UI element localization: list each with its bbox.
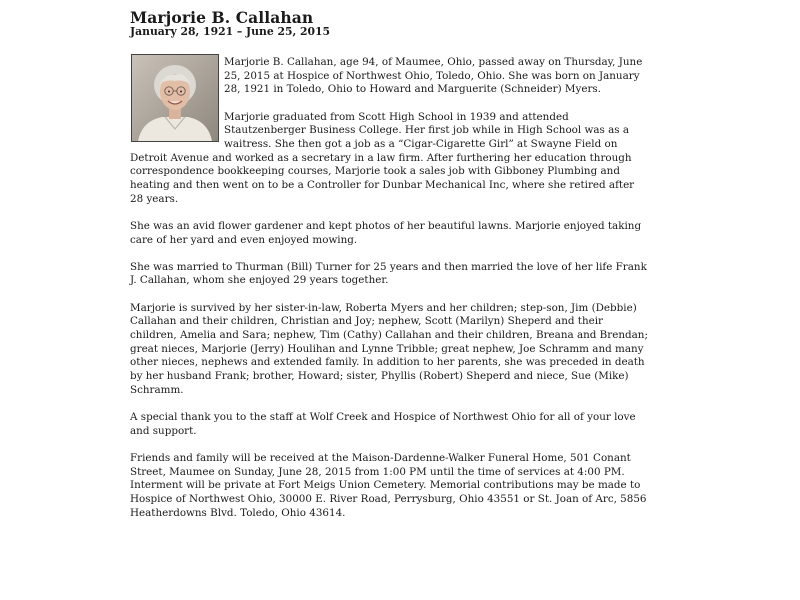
obituary-body [130,56,648,520]
paragraph-survivors: Marjorie is survived by her sister-in-law, Roberta Myers and her children; step-son, Jim (Debbie) Callahan and their children, Christian and Joy; nephew, Scott (Marilyn) Sheperd and their children, Amelia and Sara; nephew, Tim (Cathy) Callahan and their children, Breana and Brendan; great nieces, Marjorie (Jerry) Houlihan and Lynne Tribble; great nephew, Joe Schramm and many other nieces, nephews and extended family. In addition to her parents, she was preceded in death by her husband Frank; brother, Howard; sister, Phyllis (Robert) Sheperd and niece, Sue (Mike) Schramm. [130,301,648,396]
obituary-name: Marjorie B. Callahan [130,8,314,27]
photo-spacer [130,56,218,140]
paragraph-passing: Marjorie B. Callahan, age 94, of Maumee, Ohio, passed away on Thursday, June 25, 2015 at Hospice of Northwest Ohio, Toledo, Ohio. She was born on January 28, 1921 in Toledo, Ohio to Howard and Marguerite (Schneider) Myers. [224,56,643,96]
paragraph-services: Friends and family will be received at the Maison-Dardenne-Walker Funeral Home, 501 Conant Street, Maumee on Sunday, June 28, 2015 from 1:00 PM until the time of services at 4:00 PM. Interment will be private at Fort Meigs Union Cemetery. Memorial contributions may be made to Hospice of Northwest Ohio, 30000 E. River Road, Perrysburg, Ohio 43551 or St. Joan of Arc, 5856 Heatherdowns Blvd. Toledo, Ohio 43614. [130,451,647,519]
paragraph-gardening: She was an avid flower gardener and kept photos of her beautiful lawns. Marjorie enjoyed taking care of her yard and even enjoyed mowing. [130,219,642,246]
paragraph-thanks: A special thank you to the staff at Wolf Creek and Hospice of Northwest Ohio for all of your love and support. [130,410,636,437]
paragraph-marriage: She was married to Thurman (Bill) Turner for 25 years and then married the love of her life Frank J. Callahan, whom she enjoyed 29 years together. [130,260,647,287]
obituary-dates: January 28, 1921 – June 25, 2015 [130,25,331,38]
paragraph-career: Marjorie graduated from Scott High School in 1939 and attended Stautzenberger Business College. Her first job while in High School was as a waitress. She then got a job as a “Cigar-Cigarette Girl” at Swayne Field on Detroit Avenue and worked as a secretary in a law firm. After furthering her education through correspondence bookkeeping courses, Marjorie took a sales job with Gibboney Plumbing and heating and then went on to be a Controller for Dunbar Mechanical Inc, where she retired after 28 years. [130,110,635,205]
